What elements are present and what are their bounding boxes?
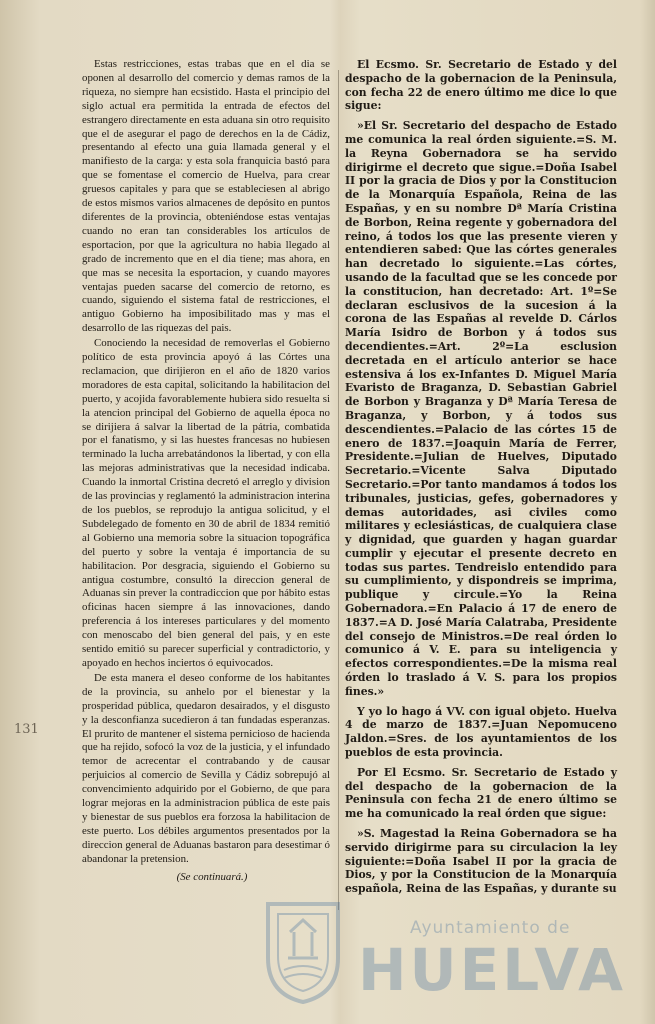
- watermark-subtitle: Ayuntamiento de: [410, 918, 571, 938]
- archive-watermark: [250, 880, 650, 1020]
- margin-page-mark: 131: [14, 722, 39, 737]
- right-paragraph-4: Por El Ecsmo. Sr. Secretario de Estado y del despacho de la gobernacion de la Peninsula con fecha 21 de enero último se me ha comunicado la real órden que sigue:: [345, 765, 617, 821]
- watermark-title: HUELVA: [358, 936, 627, 1004]
- continues-note: (Se continuará.): [176, 870, 248, 883]
- right-paragraph-2: »El Sr. Secretario del despacho de Estado me comunica la real órden siguiente.=S. M. la Reyna Gobernadora se ha servido dirigirme el decreto que sigue.=Doña Isabel II por la gracia de Dios y por la Constitucion de la Monarquía Española, Reina de las Españas, y en su nombre Dª María Cristina de Borbon, Reina regente y gobernadora del reino, á todos los que las presente vieren y entendieren sabed: Que las córtes generales han decretado lo siguiente.=Las córtes, usando de la facultad que se les concede por la constitucion, han decretado: Art. 1º=Se declaran esclusivos de la sucesion á la corona de las Españas al revelde D. Cárlos María Isidro de Borbon y á todos sus decendientes.=Art. 2º=La esclusion decretada en el artículo anterior se hace estensiva á los ex-Infantes D. Miguel María Evaristo de Braganza, D. Sebastian Gabriel de Borbon y Braganza y Dª María Teresa de Braganza, y Borbon, y á todos sus descendientes.=Palacio de las córtes 15 de enero de 1837.=Joaquin María de Ferrer, Presidente.=Julian de Huelves, Diputado Secretario.=Vicente Salva Diputado Secretario.=Por tanto mandamos á todos los tribunales, justicias, gefes, gobernadores y demas autoridades, asi civiles como militares y eclesiásticas, de cualquiera clase y dignidad, que guarden y hagan guardar cumplir y ejecutar el presente decreto en todas sus partes. Tendreislo entendido para su cumplimiento, y dispondreis se imprima, publique y circule.=Yo la Reina Gobernadora.=En Palacio á 17 de enero de 1837.=A D. José María Calatraba, Presidente del consejo de Ministros.=De real órden lo comunico á V. E. para su inteligencia y efectos correspondientes.=De la misma real órden lo traslado á V. S. para los propios fines.»: [345, 119, 617, 698]
- city-shield-icon: [264, 898, 342, 1006]
- left-paragraph-1: Estas restricciones, estas trabas que en el dia se oponen al desarrollo del comercio y demas ramos de la riqueza, no siempre han ecsistido. Hasta el principio del siglo actual era permitida la entrada de efectos del estrangero directamente en esta aduana sin otro requisito que el de asegurar el pago de derechos en la de Cádiz, presentando al efecto una guia llamada general y el manifiesto de la carga: y esta sola franquicia bastó para que se fomentase el comercio de Huelva, para crear gruesos capitales y para que se estableciesen al abrigo de estos mismos varios almacenes de depósito en puntos diferentes de la provincia, obteniéndose estas ventajas cuando no eran tan considerables los artículos de esportacion, por que la agricultura no habia llegado al grado de incremento que en el dia tiene; mas ahora, en que mas se necesita la esportacion, y cuando mayores ventajas pueden sacarse del comercio de retorno, es cuando, siguiendo el sistema fatal de restricciones, el antiguo Gobierno ha imposibilitado mas y mas el desarrollo de las riquezas del pais.: [82, 58, 330, 335]
- left-paragraph-2: Conociendo la necesidad de removerlas el Gobierno político de esta provincia apoyó á las Córtes una reclamacion, que dirijieron en el año de 1820 varios moradores de esta capital, solicitando la habilitacion del puerto, y acojida favorablemente hubiera sido resuelta si la atencion principal del Gobierno de aquella época no se dirijiera á salvar la libertad de la pátria, combatida por el fanatismo, y si las huestes francesas no hubiesen terminado la lucha arrebatándonos la libertad, y con ella las mejoras administrativas que la necesidad indicaba. Cuando la inmortal Cristina decretó el arreglo y division de las provincias y reglamentó la administracion interina de los pueblos, se reprodujo la antigua solicitud, y el Subdelegado de fomento en 30 de abril de 1834 remitió al Gobierno una memoria sobre la situacion topográfica del puerto y sobre la ventaja é importancia de su habilitacion. Por desgracia, siguiendo el Gobierno su antigua costumbre, consultó la direccion general de Aduanas sin prever la contradiccion que por hábito estas oficinas hacen siempre á las innovaciones, dando preferencia á los intereses particulares y del momento con menoscabo del bien general del pais, y en este sentido emitió su parecer superficial y contradictorio, y apoyado en hechos inciertos ó equivocados.: [82, 337, 330, 669]
- right-paragraph-1: El Ecsmo. Sr. Secretario de Estado y del despacho de la gobernacion de la Peninsula, con fecha 22 de enero último me dice lo que sigue:: [345, 58, 617, 113]
- left-paragraph-3: De esta manera el deseo conforme de los habitantes de la provincia, su anhelo por el bienestar y la prosperidad pública, quedaron desairados, y el disgusto y la desconfianza sucedieron á tan fundadas esperanzas. El prurito de mantener el sistema pernicioso de hacienda que ha rejido, sofocó la voz de la justicia, y el infundado temor de acrecentar el contrabando y de causar perjuicios al comercio de Sevilla y Cádiz sobrepujó al convencimiento adquirido por el Gobierno, de que para lograr mejoras en la administracion pública de este pais y bienestar de sus pueblos era forzosa la habilitacion de este puerto. Los débiles argumentos presentados por la direccion general de Aduanas bastaron para desestimar ó abandonar la pretension.: [82, 671, 330, 865]
- right-paragraph-5: »S. Magestad la Reina Gobernadora se ha servido dirigirme para su circulacion la ley siguiente:=Doña Isabel II por la gracia de Dios, y por la Constitucion de la Monarquía española, Reina de las Españas, y durante su: [345, 827, 617, 896]
- column-divider: [338, 70, 339, 910]
- right-column: [345, 58, 617, 902]
- right-paragraph-3: Y yo lo hago á VV. con igual objeto. Huelva 4 de marzo de 1837.=Juan Nepomuceno Jaldon.=Sres. de los ayuntamientos de los pueblos de esta provincia.: [345, 704, 617, 760]
- left-column: [82, 58, 330, 884]
